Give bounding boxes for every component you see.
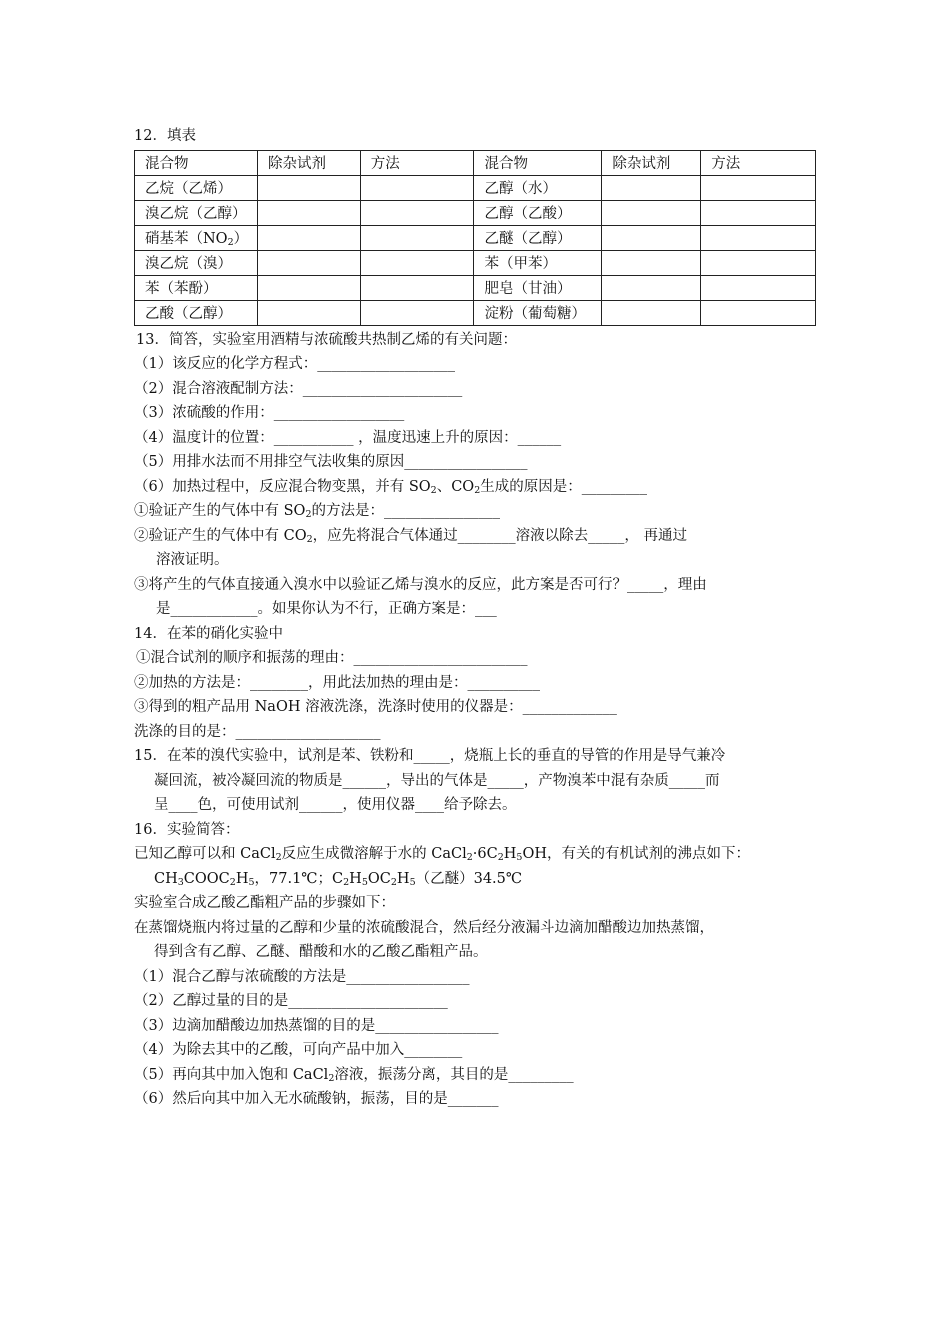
q16-title: 16．实验简答： xyxy=(134,821,240,838)
subscript: 2 xyxy=(227,237,234,248)
q13-title: 13．简答，实验室用酒精与浓硫酸共热制乙烯的有关问题： xyxy=(136,331,517,348)
table-cell-blank[interactable] xyxy=(360,225,474,250)
text-segment: ·6C xyxy=(472,846,498,862)
subscript: 2 xyxy=(305,509,312,520)
table-cell-blank[interactable] xyxy=(257,275,360,300)
q15-line-1: 15．在苯的溴代实验中，试剂是苯、铁粉和_____，烧瓶上长的垂直的导管的作用是导气兼冷 xyxy=(134,748,726,764)
table-header-cell: 混合物 xyxy=(474,150,602,175)
table-cell-blank[interactable] xyxy=(602,300,701,325)
q16-item-6: （6）然后向其中加入无水硫酸钠，振荡，目的是_______ xyxy=(134,1091,499,1107)
q14-item-1: ①混合试剂的顺序和振荡的理由：________________________ xyxy=(136,650,528,666)
table-cell: 苯（甲苯） xyxy=(474,250,602,275)
text-segment: H xyxy=(349,870,362,887)
table-cell-blank[interactable] xyxy=(701,200,816,225)
q16-item-1: （1）混合乙醇与浓硫酸的方法是_________________ xyxy=(134,968,470,985)
table-cell-blank[interactable] xyxy=(701,250,816,275)
q13-sub-3-cont: 是____________。如果你认为不行，正确方案是：___ xyxy=(156,601,497,617)
table-cell: 乙醇（乙酸） xyxy=(474,200,602,225)
table-cell-blank[interactable] xyxy=(360,200,474,225)
table-cell: 乙烷（乙烯） xyxy=(135,175,258,200)
subscript: 2 xyxy=(306,533,313,545)
table-cell-blank[interactable] xyxy=(257,175,360,200)
q13-sub-3: ③将产生的气体直接通入溴水中以验证乙烯与溴水的反应，此方案是否可行？_____，理由 xyxy=(134,576,707,593)
q13-item-6 xyxy=(134,475,816,500)
table-header-row xyxy=(135,150,816,175)
q13-sub-2 xyxy=(134,524,816,549)
q14-item-2: ②加热的方法是：________，用此法加热的理由是：__________ xyxy=(134,674,540,691)
table-cell-blank[interactable] xyxy=(701,175,816,200)
table-row xyxy=(135,200,816,225)
q16-steps-title: 实验室合成乙酸乙酯粗产品的步骤如下： xyxy=(134,895,395,911)
nitrobenzene-label: 硝基苯（NO xyxy=(145,231,228,247)
table-row xyxy=(135,275,816,300)
text-segment: H xyxy=(396,870,410,887)
table-cell-blank[interactable] xyxy=(701,300,816,325)
q13-item-1: （1）该反应的化学方程式：___________________ xyxy=(134,356,455,372)
table-cell-blank[interactable] xyxy=(701,225,816,250)
table-cell-blank[interactable] xyxy=(360,250,474,275)
table-cell-blank[interactable] xyxy=(257,300,360,325)
table-cell-blank[interactable] xyxy=(602,250,701,275)
subscript: 5 xyxy=(409,876,416,888)
text-segment: H xyxy=(235,870,249,887)
q16-procedure: 在蒸馏烧瓶内将过量的乙醇和少量的浓硫酸混合，然后经分液漏斗边滴加醋酸边加热蒸馏， xyxy=(134,919,714,936)
subscript: 2 xyxy=(466,852,473,863)
q16-item-2: （2）乙醇过量的目的是______________________ xyxy=(134,993,448,1009)
q16-known xyxy=(134,842,816,867)
q14-item-4: 洗涤的目的是：____________________ xyxy=(134,723,381,740)
q12-table xyxy=(134,150,816,326)
table-cell-blank[interactable] xyxy=(360,275,474,300)
table-cell-blank[interactable] xyxy=(602,175,701,200)
q14-item-3: ③得到的粗产品用 NaOH 溶液洗涤，洗涤时使用的仪器是：_____________ xyxy=(134,699,617,715)
table-header-cell: 方法 xyxy=(360,150,474,175)
table-cell: 乙醇（水） xyxy=(474,175,602,200)
subscript: 2 xyxy=(328,1072,335,1084)
subscript: 3 xyxy=(177,876,184,888)
q13-sub-2-cont: 溶液证明。 xyxy=(156,552,229,568)
table-cell: 乙酸（乙醇） xyxy=(135,300,258,325)
table-cell-blank[interactable] xyxy=(360,300,474,325)
table-row xyxy=(135,250,816,275)
text-segment: OH，有关的有机试剂的沸点如下： xyxy=(522,846,750,862)
text-segment: 、CO xyxy=(436,478,475,495)
text-segment: H xyxy=(503,846,517,862)
table-row xyxy=(135,225,816,250)
q14-title: 14．在苯的硝化实验中 xyxy=(134,625,283,642)
subscript: 2 xyxy=(390,876,397,888)
text-segment: 反应生成微溶解于水的 CaCl xyxy=(281,846,467,862)
table-header-cell: 除杂试剂 xyxy=(602,150,701,175)
subscript: 2 xyxy=(430,484,437,496)
q16-item-4: （4）为除去其中的乙酸，可向产品中加入________ xyxy=(134,1042,463,1058)
subscript: 2 xyxy=(497,852,504,863)
text-segment: ②验证产生的气体中有 CO xyxy=(134,527,307,544)
table-cell: 溴乙烷（乙醇） xyxy=(135,200,258,225)
text-segment: ①验证产生的气体中有 SO xyxy=(134,503,306,519)
q16-item-5 xyxy=(134,1063,816,1088)
table-cell-blank[interactable] xyxy=(602,200,701,225)
q13-item-2: （2）混合溶液配制方法：______________________ xyxy=(134,380,463,397)
q15-line-3: 呈____色，可使用试剂______，使用仪器____给予除去。 xyxy=(154,797,517,813)
q12-title: 12．填表 xyxy=(134,128,196,144)
q13-item-4: （4）温度计的位置：___________ ，温度迅速上升的原因：______ xyxy=(134,429,562,446)
table-cell: 淀粉（葡萄糖） xyxy=(474,300,602,325)
table-cell-blank[interactable] xyxy=(360,175,474,200)
q13-item-3: （3）浓硫酸的作用：__________________ xyxy=(134,405,405,421)
table-cell-blank[interactable] xyxy=(257,250,360,275)
paren-close: ） xyxy=(233,231,249,247)
table-header-cell: 混合物 xyxy=(135,150,258,175)
text-segment: ，77.1℃；C xyxy=(254,870,344,887)
subscript: 2 xyxy=(474,484,481,496)
table-row xyxy=(135,300,816,325)
text-segment: 的方法是：________________ xyxy=(311,503,500,519)
table-cell: 肥皂（甘油） xyxy=(474,275,602,300)
q16-boiling-points xyxy=(134,867,816,892)
table-cell-blank[interactable] xyxy=(602,275,701,300)
table-cell-blank[interactable] xyxy=(257,225,360,250)
table-cell: 乙醚（乙醇） xyxy=(474,225,602,250)
table-cell-blank[interactable] xyxy=(257,200,360,225)
text-segment: ，应先将混合气体通过________溶液以除去_____， 再通过 xyxy=(312,527,687,544)
worksheet-content xyxy=(134,124,816,1112)
q15-line-2: 凝回流，被冷凝回流的物质是______，导出的气体是_____，产物溴苯中混有杂质_____而 xyxy=(154,772,720,789)
table-header-cell: 除杂试剂 xyxy=(257,150,360,175)
text-segment: 生成的原因是：_________ xyxy=(480,478,647,495)
text-segment: COOC xyxy=(183,870,230,887)
q16-procedure-cont: 得到含有乙醇、乙醚、醋酸和水的乙酸乙酯粗产品。 xyxy=(154,944,488,960)
text-segment: 溶液，振荡分离，其目的是_________ xyxy=(334,1066,574,1083)
q16-item-3: （3）边滴加醋酸边加热蒸馏的目的是_________________ xyxy=(134,1017,499,1034)
subscript: 2 xyxy=(343,876,350,888)
text-segment: （5）再向其中加入饱和 CaCl xyxy=(134,1066,329,1083)
q13-item-5: （5）用排水法而不用排空气法收集的原因_________________ xyxy=(134,454,528,470)
table-cell xyxy=(135,225,258,250)
table-cell-blank[interactable] xyxy=(602,225,701,250)
subscript: 2 xyxy=(229,876,236,888)
table-header-cell: 方法 xyxy=(701,150,816,175)
text-segment: CH xyxy=(154,870,178,887)
table-cell: 苯（苯酚） xyxy=(135,275,258,300)
subscript: 5 xyxy=(361,876,368,888)
table-cell: 溴乙烷（溴） xyxy=(135,250,258,275)
text-segment: （乙醚）34.5℃ xyxy=(415,870,523,887)
text-segment: 已知乙醇可以和 CaCl xyxy=(134,846,276,862)
text-segment: OC xyxy=(367,870,391,887)
table-cell-blank[interactable] xyxy=(701,275,816,300)
text-segment: （6）加热过程中，反应混合物变黑，并有 SO xyxy=(134,478,431,495)
q13-sub-1 xyxy=(134,499,816,524)
subscript: 2 xyxy=(275,852,282,863)
table-row xyxy=(135,175,816,200)
subscript: 5 xyxy=(248,876,255,888)
subscript: 5 xyxy=(516,852,523,863)
